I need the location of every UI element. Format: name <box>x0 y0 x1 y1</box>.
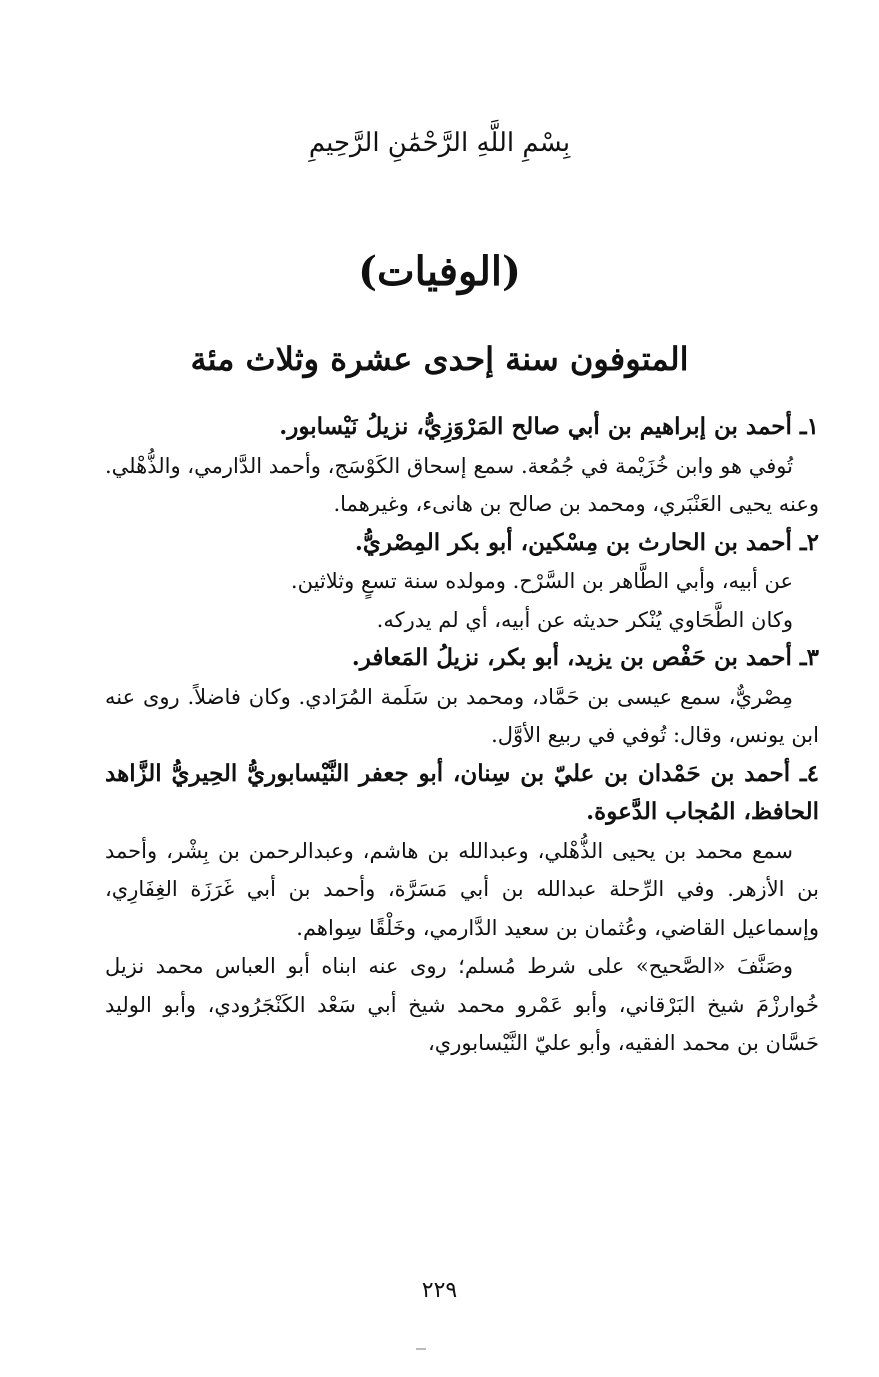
entry-paragraph: مِصْريٌّ، سمع عيسى بن حَمَّاد، ومحمد بن سَلَمة المُرَادي. وكان فاضلاً. روى عنه ابن يونس، وقال: تُوفي في ربيع الأوَّل. <box>105 684 819 747</box>
page-number: ٢٢٩ <box>421 1278 458 1303</box>
entry-paragraph: سمع محمد بن يحيى الذُّهْلي، وعبدالله بن هاشم، وعبدالرحمن بن بِشْر، وأحمد بن الأزهر. وفي الرِّحلة عبدالله بن أبي مَسَرَّة، وأحمد بن أبي غَرَزَة الغِفَارِي، وإسماعيل القاضي، وعُثمان بن سعيد الدَّارمي، وخَلْقًا سِواهم. <box>105 838 819 940</box>
entry-paragraph: وكان الطَّحَاوي يُنْكر حديثه عن أبيه، أي لم يدركه. <box>376 607 793 632</box>
entry-paragraph: وصَنَّفَ «الصَّحيح» على شرط مُسلم؛ روى عنه ابناه أبو العباس محمد نزيل خُوارزْمَ شيخ البَرْقاني، وأبو عَمْرو محمد شيخ أبي سَعْد الكَنْجَرُودي، وأبو الوليد حَسَّان بن محمد الفقيه، وأبو عليّ النَّيْسابوري، <box>105 954 819 1055</box>
year-subtitle: المتوفون سنة إحدى عشرة وثلاث مئة <box>190 340 689 378</box>
entry-heading: ٣ـ أحمد بن حَفْص بن يزيد، أبو بكر، نزيلُ المَعافر. <box>351 644 819 671</box>
biography-entries <box>105 408 819 1063</box>
entry-paragraph: تُوفي هو وابن خُزَيْمة في جُمُعة. سمع إسحاق الكَوْسَج، وأحمد الدَّارمي، والذُّهْلي. وعنه يحيى العَنْبَري، ومحمد بن صالح بن هانىء، وغيرهما. <box>105 453 819 516</box>
entry-heading: ٢ـ أحمد بن الحارث بن مِسْكين، أبو بكر المِصْريُّ. <box>354 528 819 556</box>
entry-2 <box>105 524 819 640</box>
entry-heading: ١ـ أحمد بن إبراهيم بن أبي صالح المَرْوَزِيُّ، نزيلُ نَيْسابور. <box>279 413 819 440</box>
entry-4 <box>105 755 819 1063</box>
section-title: (الوفيات) <box>358 248 521 295</box>
scan-mark <box>416 1348 426 1350</box>
entry-heading: ٤ـ أحمد بن حَمْدان بن عليّ بن سِنان، أبو جعفر النَّيْسابوريُّ الحِيريُّ الزَّاهد الحافظ، المُجاب الدَّعوة. <box>105 759 819 825</box>
basmala: بِسْمِ اللَّهِ الرَّحْمَٰنِ الرَّحِيمِ <box>308 128 571 158</box>
entry-paragraph: عن أبيه، وأبي الطَّاهر بن السَّرْح. ومولده سنة تسعٍ وثلاثين. <box>290 569 793 593</box>
entry-1 <box>105 408 819 524</box>
entry-3 <box>105 639 819 755</box>
